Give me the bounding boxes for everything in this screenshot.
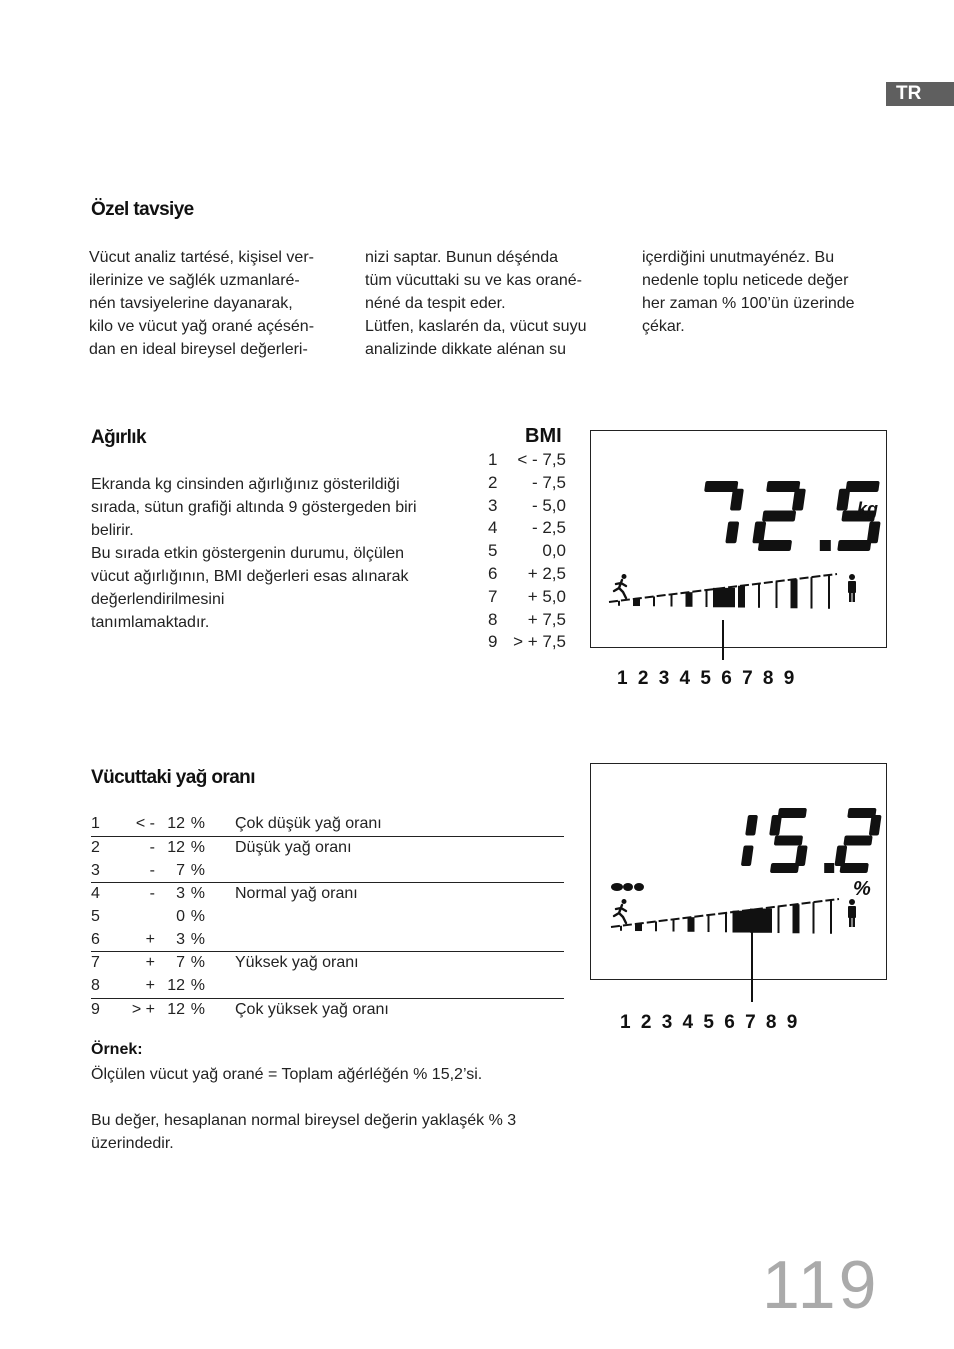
drop [634,883,644,891]
bargraph-bar [673,919,675,931]
fat-row-label: Normal yağ oranı [235,885,358,903]
fat-row-sign: + [145,954,155,972]
language-badge: TR [886,82,954,106]
fat-row-value: 12 [167,839,185,857]
section-title-yag-orani: Vücuttaki yağ oranı [91,767,255,788]
fat-table-row [91,975,564,998]
bmi-row-number: 9 [488,632,498,652]
fat-row-number: 7 [91,954,100,972]
seven-segment-digit [764,808,813,873]
fat-row-value: 12 [155,975,185,998]
leg [849,592,852,602]
bargraph-bar [635,924,642,931]
fat-row-label [235,906,564,929]
fat-row-number: 9 [91,1000,100,1018]
fat-row-number: 1 [91,813,127,836]
bmi-row-value: + 7,5 [527,609,566,629]
fat-table-row [91,906,564,929]
limbs [614,905,626,923]
fat-row-number: 8 [91,975,127,998]
bargraph-bar [688,917,695,932]
fat-row-sign: > + [131,1000,155,1018]
fat-indicator-numbers: 1 2 3 4 5 6 7 8 9 [620,1012,798,1033]
lcd-segment [770,863,799,873]
leg [853,592,856,602]
bargraph-bar [633,599,640,606]
bmi-row [488,496,566,519]
bmi-row-value: + 5,0 [527,586,566,606]
fat-row-value: 0 [176,908,185,926]
head [849,574,855,580]
fat-row-spacer [205,859,235,882]
bmi-row-value: > + 7,5 [513,632,566,652]
lcd-segment [725,522,739,544]
water-drops-icon [611,883,644,891]
bargraph-bar [653,596,655,606]
body [848,581,856,593]
fat-row-value: 7 [176,954,185,972]
fat-row-label: Yüksek yağ oranı [235,954,359,972]
fat-row-label: Çok düşük yağ oranı [235,813,564,836]
fat-indicator-pointer [747,912,757,1004]
leg [853,917,856,927]
bmi-row-number: 3 [488,495,498,515]
seven-segment-digit [697,481,745,543]
fat-row-number: 4 [91,885,100,903]
bargraph-bar [655,921,657,931]
lcd-segment [836,489,850,511]
bmi-row-number: 7 [488,586,498,606]
bargraph-bar [671,594,673,606]
fat-row-spacer [205,836,235,859]
bmi-row [488,541,566,564]
fat-table-row [91,836,564,859]
fat-row-sign: < - [127,813,155,836]
section-title-ozel-tavsiye: Özel tavsiye [91,199,194,220]
bmi-row [488,610,566,633]
bmi-row [488,587,566,610]
bargraph-bar [828,575,830,609]
bmi-row-value: - 5,0 [531,495,566,515]
bmi-row [488,450,566,473]
fat-row-unit: % [190,954,205,972]
bmi-table [488,450,566,660]
lcd-segment [837,540,871,551]
fat-row-value: 12 [155,813,185,836]
fat-row-spacer [205,813,235,836]
bmi-row [488,632,566,655]
bargraph-bar [686,592,693,607]
fat-row-sign: - [149,885,155,903]
runner-icon [614,574,627,598]
body [848,906,856,918]
fat-row-spacer [205,998,235,1021]
fat-row-spacer [205,906,235,929]
fat-row-spacer [205,883,235,906]
page-number: 119 [762,1247,880,1323]
lcd-segment [845,481,879,492]
weight-unit: kg [857,499,879,519]
bargraph-bar [776,581,778,608]
fat-row-unit: % [185,859,205,882]
lcd-decimal-point [824,863,834,873]
fat-bargraph [611,899,839,934]
bmi-row-value: - 2,5 [531,518,566,538]
bmi-row-number: 6 [488,564,498,583]
seven-segment-digit [741,815,758,866]
bargraph-bar [618,601,620,606]
lcd-segment [778,808,807,818]
weight-indicator-numbers: 1 2 3 4 5 6 7 8 9 [617,668,795,689]
fat-row-unit: % [190,839,205,857]
fat-row-sign: + [127,975,155,998]
weight-bargraph [609,574,837,609]
bmi-row-value: + 2,5 [527,564,566,583]
bmi-row-value: - 7,5 [531,472,566,492]
bargraph-bar [830,900,832,934]
fat-row-unit: % [185,928,205,951]
fat-table-row [91,859,564,882]
bargraph-bar [738,586,745,608]
bargraph-bar [758,584,760,608]
seven-segment-digit [833,808,882,873]
fat-row-number: 3 [91,859,127,882]
head [622,899,627,904]
bargraph-bar [813,902,815,933]
fat-row-value: 3 [176,885,185,903]
paragraph-column-1: Vücut analiz tartésé, kişisel ver- ilerinize ve sağlék uzmanlaré- nén tavsiyelerine dayanarak, kilo ve vücut yağ orané açésén- dan en ideal bireysel değerleri- [89,249,315,358]
head [622,574,627,579]
bargraph-bar [708,915,710,932]
bmi-row-number: 8 [488,609,498,629]
lcd-segment [795,846,808,867]
fat-row-value: 12 [167,1000,185,1018]
section-title-agirlik: Ağırlık [91,427,146,448]
fat-row-sign [127,906,155,929]
fat-row-label: Çok yüksek yağ oranı [235,1000,389,1018]
fat-table [91,813,564,1021]
lcd-segment [745,815,758,836]
fat-row-number: 2 [91,839,100,857]
head [849,899,855,905]
fat-row-spacer [205,952,235,975]
fat-row-label [235,859,564,882]
bmi-row-number: 2 [488,472,498,492]
fat-table-row [91,998,564,1021]
fat-row-label [235,975,564,998]
bmi-row [488,473,566,496]
fat-row-spacer [205,928,235,951]
note-text: Bu değer, hesaplanan normal bireysel değerin yaklaşék % 3 üzerindedir. [91,1112,517,1152]
fat-row-label: Düşük yağ oranı [235,839,352,857]
seven-segment-digit [751,481,807,551]
fat-table-row [91,883,564,906]
limbs [614,580,626,598]
bmi-row-number: 4 [488,518,498,538]
bmi-row-number: 1 [488,450,498,469]
weight-display-graphic [591,431,888,649]
fat-table-row [91,813,564,836]
example-label: Örnek: [91,1041,143,1058]
fat-row-number: 5 [91,908,100,926]
bargraph-bar [793,904,800,933]
lcd-segment [741,846,754,867]
fat-row-unit: % [185,975,205,998]
lcd-decimal-point [820,540,831,551]
fat-row-sign: + [127,928,155,951]
person-icon [848,899,856,927]
fat-row-spacer [205,975,235,998]
fat-row-unit: % [185,813,205,836]
fat-row-unit: % [190,885,205,903]
weight-display [590,430,887,648]
leg [849,917,852,927]
drop [623,883,633,891]
bmi-row-number: 5 [488,541,498,561]
lcd-segment [769,815,782,836]
bmi-row [488,564,566,587]
bargraph-bar [620,926,622,931]
lcd-segment [843,836,872,846]
example-text: Ölçülen vücut yağ orané = Toplam ağérléğén % 15,2’si. [91,1066,483,1083]
fat-table-row [91,928,564,951]
fat-table-row [91,952,564,975]
paragraph-column-3: içerdiğini unutmayénéz. Bu nedenle toplu neticede değer her zaman % 100’ün üzerinde çékar. [642,249,855,335]
bmi-row-value: < - 7,5 [517,450,566,469]
fat-row-label [235,928,564,951]
bargraph-bar [791,579,798,608]
fat-row-unit: % [190,908,205,926]
fat-display [590,763,887,980]
lcd-segment [834,846,847,867]
fat-row-sign: - [149,839,155,857]
runner-icon [614,899,627,923]
bargraph-bar [713,588,735,607]
bmi-row [488,518,566,541]
fat-row-value: 3 [155,928,185,951]
bargraph-bar [706,590,708,607]
bargraph-bar [778,906,780,933]
fat-row-sign: - [127,859,155,882]
fat-unit: % [853,878,871,900]
bargraph-bar [725,913,727,932]
fat-row-number: 6 [91,928,127,951]
lcd-segment [774,836,803,846]
paragraph-column-2: nizi saptar. Bunun déşénda tüm vücuttaki su ve kas orané- néné da tespit eder. Lütfen, kaslarén da, vücut suyu analizinde dikkate alénan su [365,249,587,358]
person-icon [848,574,856,602]
drop [611,883,623,891]
weight-description: Ekranda kg cinsinden ağırlığınız gösterildiği sırada, sütun grafiği altında 9 göstergeden biri belirir. Bu sırada etkin göstergenin durumu, ölçülen vücut ağırlığının, BMI değerleri esas alınarak değerlendirilmesini tanımlamaktadır. [91,476,417,631]
bmi-row-value: 0,0 [542,541,566,561]
bmi-heading: BMI [525,425,562,447]
fat-row-unit: % [190,1000,205,1018]
bargraph-bar [811,577,813,608]
fat-row-value: 7 [155,859,185,882]
lcd-segment [869,815,882,836]
lcd-segment [762,511,796,522]
fat-display-graphic [591,764,888,981]
weight-indicator-pointer [718,620,728,662]
